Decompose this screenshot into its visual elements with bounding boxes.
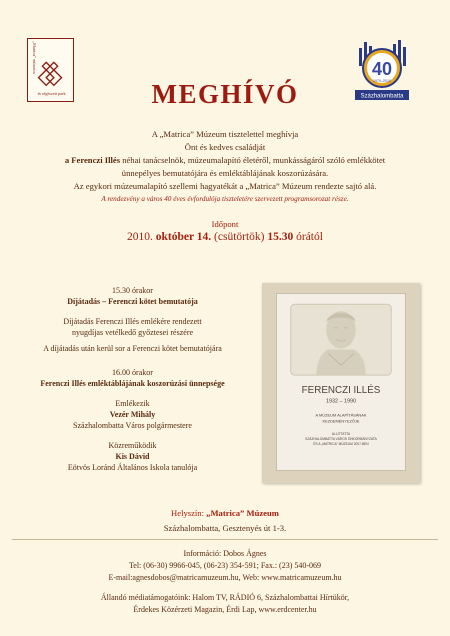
program-1-desc-3: A díjátadás után kerül sor a Ferenczi kötet bemutatójára <box>43 344 222 353</box>
svg-text:Százhalombatta: Százhalombatta <box>360 93 404 100</box>
intro-line-2: Önt és kedves családját <box>184 142 266 152</box>
plaque-stone <box>276 293 406 471</box>
remember-role: Százhalombatta Város polgármestere <box>73 421 192 430</box>
intro-line-1: A „Matrica” Múzeum tisztelettel meghívja <box>151 129 299 139</box>
media-line-1: Állandó médiatámogatóink: Halom TV, RÁDIÓ 6, Százhalombattai Hírtükör, <box>100 593 350 602</box>
contributor-role: Eötvös Loránd Általános Iskola tanulója <box>67 463 198 472</box>
intro-line-4: ünnepélyes bemutatójára és emléktáblájának koszorúzására. <box>121 168 329 178</box>
svg-text:40: 40 <box>371 59 393 79</box>
program-1-time: 15.30 órakor <box>112 286 153 295</box>
program-2-title: Ferenczi Illés emléktáblájának koszorúzási ünnepsége <box>40 379 225 388</box>
program-2-time: 16.00 órakor <box>112 368 153 377</box>
remember-label: Emlékezik <box>115 399 150 408</box>
program-1-title: Díjátadás – Ferenczi kötet bemutatója <box>67 297 198 306</box>
svg-text:A MÚZEUM ALAPÍTÁSÁNAK: A MÚZEUM ALAPÍTÁSÁNAK <box>315 412 367 418</box>
contact-tel: Tel: (06-30) 9966-045, (06-23) 354-591; Fax.: (23) 540-069 <box>128 561 322 570</box>
program-1-desc-1: Díjátadás Ferenczi Illés emlékére rendezett <box>63 317 202 326</box>
contributor-name: Kis Dávid <box>115 452 150 461</box>
intro-line-5: Az egykori múzeumalapító szellemi hagyatékát a „Matrica” Múzeum rendezte sajtó alá. <box>73 181 377 191</box>
contact-info: Információ: Dobos Ágnes <box>183 549 267 558</box>
svg-text:1932 – 1990: 1932 – 1990 <box>325 398 357 405</box>
media-line-2: Érdekes Közérzeti Magazin, Érdi Lap, www.erdcenter.hu <box>133 605 317 614</box>
svg-text:FERENCZI ILLÉS: FERENCZI ILLÉS <box>301 384 381 396</box>
program-1-desc-2: nyugdíjas vetélkedő győztesei részére <box>71 328 194 337</box>
page-title: MEGHÍVÓ <box>151 79 299 109</box>
contributor-label: Közreműködik <box>108 441 157 450</box>
contact-email[interactable]: E-mail:agnesdobos@matricamuzeum.hu, Web: www.matricamuzeum.hu <box>108 573 342 582</box>
svg-text:SZÁZHALOMBATTA VÁROS ÖNKORMÁNY: SZÁZHALOMBATTA VÁROS ÖNKORMÁNYZATA <box>305 437 377 442</box>
remember-name: Vezér Mihály <box>109 410 156 419</box>
footer-divider <box>12 539 438 540</box>
svg-text:ÉS A „MATRICA” MÚZEUM 2007-BEN: ÉS A „MATRICA” MÚZEUM 2007-BEN <box>313 442 369 447</box>
intro-note: A rendezvény a város 40 éves évfordulója tiszteletére szervezett programsorozat része. <box>101 195 349 203</box>
svg-text:1970–2010: 1970–2010 <box>373 79 391 83</box>
event-date: 2010. október 14. (csütörtök) 15.30 órától <box>127 231 323 243</box>
memorial-plaque-photo <box>262 283 420 483</box>
intro-line-3: a Ferenczi Illés néhai tanácselnök, múzeumalapító életéről, munkásságáról szóló emlékkötet <box>64 155 386 165</box>
venue: Helyszín: „Matrica” Múzeum <box>171 508 279 518</box>
svg-text:KEZDEMÉNYEZŐJE: KEZDEMÉNYEZŐJE <box>322 418 360 424</box>
svg-text:„Matrica” múzeum: „Matrica” múzeum <box>31 41 37 74</box>
venue-address: Százhalombatta, Gesztenyés út 1-3. <box>163 523 287 533</box>
svg-text:és régészeti park: és régészeti park <box>37 90 66 96</box>
svg-text:ÁLLÍTTATTA: ÁLLÍTTATTA <box>331 432 351 437</box>
time-label: Időpont <box>211 219 239 229</box>
